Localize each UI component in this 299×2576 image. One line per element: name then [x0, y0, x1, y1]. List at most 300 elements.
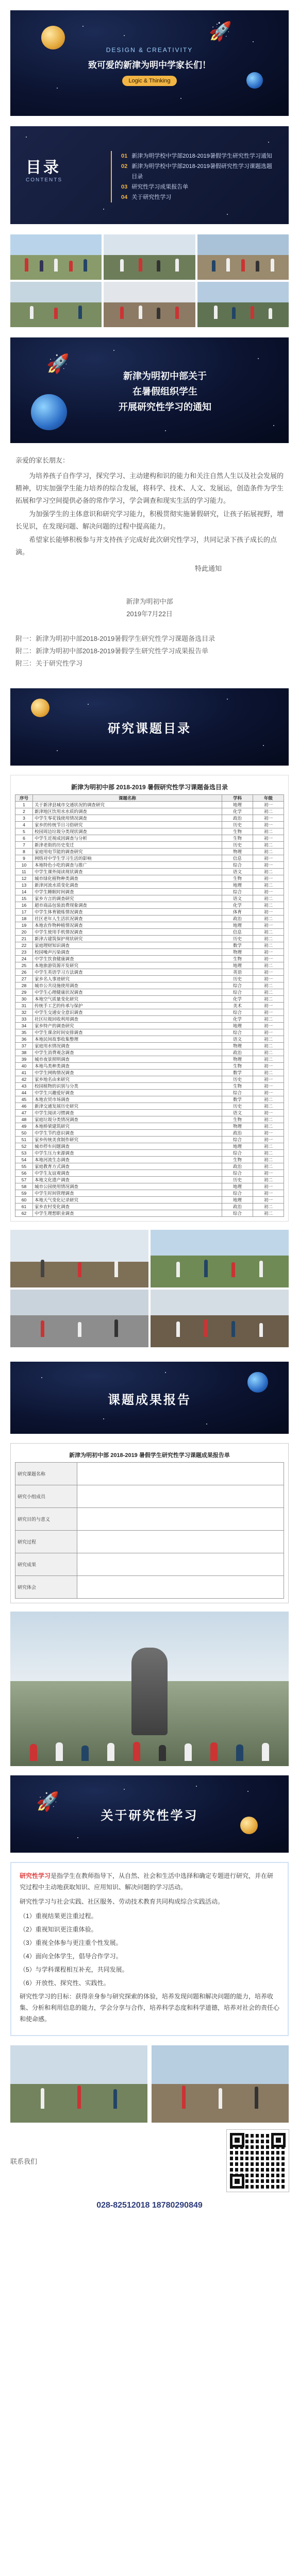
- planet-icon: [31, 394, 67, 430]
- table-cell: 家乡的传统节日习俗研究: [33, 822, 222, 828]
- moon-icon: [31, 699, 49, 717]
- table-row: [15, 902, 284, 909]
- table-cell: 初二: [253, 882, 284, 889]
- table-cell: 初一: [253, 1110, 284, 1116]
- table-cell: 中学生英语学习方法调查: [33, 969, 222, 976]
- table-cell: 中学生课外阅读现状调查: [33, 869, 222, 875]
- table-cell: 本地河流生态调查: [33, 1157, 222, 1163]
- table-cell: 初二: [253, 1096, 284, 1103]
- table-cell: 物理: [222, 1123, 253, 1130]
- table-cell: 初一: [253, 1197, 284, 1204]
- table-cell: 中学生交通安全意识调查: [33, 1009, 222, 1016]
- table-cell: 初二: [253, 1210, 284, 1217]
- table-cell: 中学生饮食健康调查: [33, 956, 222, 962]
- contact-block: [10, 2130, 289, 2192]
- toc-item[interactable]: 04 关于研究性学习: [121, 194, 172, 200]
- notice-title: 新津为明初中部关于 在暑假组织学生 开展研究性学习的通知: [119, 371, 211, 412]
- table-cell: 24: [15, 956, 33, 962]
- table-cell: 化学: [222, 996, 253, 1003]
- table-cell: 新津地区饮用水水质的调查: [33, 808, 222, 815]
- table-cell: 26: [15, 969, 33, 976]
- table-cell: 数学: [222, 942, 253, 949]
- report-field-label: 研究过程: [15, 1531, 77, 1553]
- table-cell: 12: [15, 875, 33, 882]
- table-cell: 中学生友谊观调查: [33, 1170, 222, 1177]
- table-cell: 初一: [253, 922, 284, 929]
- table-cell: 综合: [222, 982, 253, 989]
- table-cell: 36: [15, 1036, 33, 1043]
- table-row: [15, 1177, 284, 1183]
- table-cell: 中学生课余时间安排调查: [33, 1029, 222, 1036]
- table-row: [15, 1083, 284, 1090]
- school-name: 新津为明初中部: [126, 598, 173, 605]
- table-cell: 化学: [222, 902, 253, 909]
- table-cell: 5: [15, 828, 33, 835]
- table-cell: 政治: [222, 1130, 253, 1137]
- table-cell: 57: [15, 1177, 33, 1183]
- table-cell: 47: [15, 1110, 33, 1116]
- letter-paragraph: 希望家长能够积极参与并支持孩子完成好此次研究性学习，共同记录下孩子成长的点滴。: [15, 536, 277, 556]
- table-cell: 17: [15, 909, 33, 916]
- table-cell: 城市夜景照明调查: [33, 1056, 222, 1063]
- report-field-value[interactable]: [77, 1576, 284, 1599]
- report-form-table: [15, 1462, 284, 1599]
- hero-en-label: DESIGN & CREATIVITY: [106, 46, 193, 54]
- table-row: [15, 929, 284, 936]
- hero-title-block: [10, 46, 289, 86]
- table-cell: 48: [15, 1116, 33, 1123]
- table-cell: 38: [15, 1049, 33, 1056]
- table-cell: 中学生兴趣爱好调查: [33, 1090, 222, 1096]
- table-cell: 综合: [222, 1009, 253, 1016]
- about-research-learning: [10, 1862, 289, 2036]
- table-cell: 中学生压力来源调查: [33, 1150, 222, 1157]
- table-cell: 新津交通发展历史研究: [33, 1103, 222, 1110]
- qr-code-icon[interactable]: [227, 2130, 289, 2192]
- crowd-shape: [10, 1730, 289, 1761]
- table-cell: 本地空气质量变化研究: [33, 996, 222, 1003]
- table-row: [15, 889, 284, 895]
- table-row: [15, 1063, 284, 1070]
- table-cell: 家庭理财知识调查: [33, 942, 222, 949]
- table-cell: 43: [15, 1083, 33, 1090]
- table-row: [15, 1123, 284, 1130]
- topics-banner: [10, 688, 289, 766]
- table-cell: 物理: [222, 849, 253, 855]
- table-cell: 生物: [222, 1083, 253, 1090]
- about-point: （4）面向全体学生，倡导合作学习。: [20, 1953, 122, 1960]
- table-row: [15, 1043, 284, 1049]
- table-cell: 初一: [253, 909, 284, 916]
- table-cell: 中学生阅读习惯调查: [33, 1110, 222, 1116]
- table-cell: 54: [15, 1157, 33, 1163]
- table-cell: 初一: [253, 976, 284, 982]
- rocket-icon: 🚀: [36, 1791, 59, 1812]
- table-cell: 中学生消费观念调查: [33, 1049, 222, 1056]
- table-row: [15, 1090, 284, 1096]
- notice-date: 2019年7月22日: [126, 610, 173, 618]
- table-cell: 39: [15, 1056, 33, 1063]
- letter-paragraph: 为加强学生的主体意识和研究学习能力，积极贯彻实施暑假研究，让孩子拓展视野，增长见识，在发现问题、解决问题的过程中提高能力。: [15, 510, 284, 530]
- table-cell: 本地农贸市场调查: [33, 1096, 222, 1103]
- table-cell: 29: [15, 989, 33, 996]
- attachment-item: 附二：新津为明初中部2018-2019暑假学生研究性学习成果报告单: [15, 647, 209, 655]
- activity-photo: [104, 234, 195, 280]
- notice-banner: [10, 337, 289, 443]
- table-cell: 体育: [222, 909, 253, 916]
- table-row: [15, 956, 284, 962]
- table-cell: 地理: [222, 922, 253, 929]
- table-cell: 3: [15, 815, 33, 822]
- report-field-value[interactable]: [77, 1485, 284, 1508]
- about-point: （2）重视知识更注重体验。: [20, 1926, 97, 1933]
- table-cell: 英语: [222, 969, 253, 976]
- table-row: [15, 842, 284, 849]
- table-cell: 初一: [253, 969, 284, 976]
- topics-table: [15, 794, 284, 1217]
- table-cell: 初一: [253, 1183, 284, 1190]
- table-cell: 信息: [222, 855, 253, 862]
- table-cell: 地理: [222, 882, 253, 889]
- report-field-value[interactable]: [77, 1463, 284, 1485]
- contact-phone[interactable]: 028-82512018 18780290849: [96, 2201, 203, 2210]
- table-row: [15, 1170, 284, 1177]
- col-header: 学科: [222, 795, 253, 802]
- report-field-label: 研究目的与意义: [15, 1508, 77, 1531]
- table-cell: 初二: [253, 916, 284, 922]
- table-cell: 初二: [253, 962, 284, 969]
- table-cell: 34: [15, 1023, 33, 1029]
- table-row: [15, 962, 284, 969]
- table-row: [15, 1190, 284, 1197]
- table-row: [15, 849, 284, 855]
- attachments-list: [15, 633, 284, 670]
- table-cell: 语文: [222, 869, 253, 875]
- table-cell: 超市商品包装浪费现象调查: [33, 902, 222, 909]
- table-cell: 校园噪声污染调查: [33, 949, 222, 956]
- table-row: [15, 1070, 284, 1076]
- table-cell: 本地农作物种植情况调查: [33, 922, 222, 929]
- table-cell: 初二: [253, 1036, 284, 1043]
- table-row: [15, 936, 284, 942]
- table-cell: 初二: [253, 1150, 284, 1157]
- table-row: [15, 855, 284, 862]
- topics-banner-title: 研究课题目录: [108, 722, 191, 736]
- table-cell: 初二: [253, 828, 284, 835]
- table-cell: 55: [15, 1163, 33, 1170]
- report-field-value[interactable]: [77, 1553, 284, 1576]
- table-cell: 家乡传统美食制作研究: [33, 1137, 222, 1143]
- table-row: [15, 1210, 284, 1217]
- table-cell: 家庭教育方式调查: [33, 1163, 222, 1170]
- results-banner: [10, 1362, 289, 1434]
- table-cell: 56: [15, 1170, 33, 1177]
- table-cell: 物理: [222, 1056, 253, 1063]
- table-cell: 历史: [222, 822, 253, 828]
- table-cell: 8: [15, 849, 33, 855]
- report-field-value[interactable]: [77, 1531, 284, 1553]
- table-cell: 城市绿化植物种类调查: [33, 875, 222, 882]
- rocket-icon: 🚀: [46, 353, 70, 374]
- table-cell: 生物: [222, 1157, 253, 1163]
- col-header: 年级: [253, 795, 284, 802]
- table-cell: 初二: [253, 842, 284, 849]
- table-row: [15, 949, 284, 956]
- table-row: [15, 976, 284, 982]
- table-cell: 网络对中学生学习生活的影响: [33, 855, 222, 862]
- field-photo: [10, 1230, 148, 1287]
- table-cell: 4: [15, 822, 33, 828]
- table-cell: 新津古建筑保护现状研究: [33, 936, 222, 942]
- table-cell: 初二: [253, 1049, 284, 1056]
- table-cell: 33: [15, 1016, 33, 1023]
- table-cell: 数学: [222, 1096, 253, 1103]
- hero-banner: [10, 10, 289, 116]
- table-row: [15, 989, 284, 996]
- table-cell: 初一: [253, 802, 284, 808]
- table-cell: 生物: [222, 1116, 253, 1123]
- col-header: 课题名称: [33, 795, 222, 802]
- table-cell: 历史: [222, 1103, 253, 1110]
- table-cell: 综合: [222, 1210, 253, 1217]
- table-cell: 初一: [253, 1083, 284, 1090]
- letter-paragraph: 为培养孩子自作学习，探究学习、主动建构和识的能力和关注自然人生以及社会发展的精神，切实加强学生能力培养的综合发展，将科学、技术、人文、发展运，创造条件为学生拓展和学习空间提供必备的常作学习，学会调查和现实生活的学习能力。: [15, 472, 284, 504]
- report-field-label: 研究课题名称: [15, 1463, 77, 1485]
- campus-photo: [10, 2045, 147, 2123]
- table-cell: 地理: [222, 1023, 253, 1029]
- table-row: [15, 1049, 284, 1056]
- col-header: 序号: [15, 795, 33, 802]
- table-cell: 初一: [253, 956, 284, 962]
- table-cell: 59: [15, 1190, 33, 1197]
- about-banner: [10, 1775, 289, 1853]
- activity-photo: [197, 282, 289, 327]
- table-cell: 初一: [253, 875, 284, 882]
- results-banner-title: 课题成果报告: [108, 1393, 191, 1407]
- table-cell: 初二: [253, 1103, 284, 1110]
- table-cell: 60: [15, 1197, 33, 1204]
- table-cell: 51: [15, 1137, 33, 1143]
- table-cell: 初二: [253, 1070, 284, 1076]
- table-cell: 初一: [253, 822, 284, 828]
- table-cell: 16: [15, 902, 33, 909]
- table-cell: 28: [15, 982, 33, 989]
- table-cell: 初一: [253, 1009, 284, 1016]
- table-cell: 语文: [222, 1036, 253, 1043]
- table-cell: 44: [15, 1090, 33, 1096]
- table-cell: 家庭用电节能的调查研究: [33, 849, 222, 855]
- table-row: [15, 808, 284, 815]
- table-cell: 历史: [222, 936, 253, 942]
- toc-item[interactable]: 03 研究性学习成果报告单: [121, 184, 189, 190]
- table-cell: 初一: [253, 1090, 284, 1096]
- table-cell: 初二: [253, 895, 284, 902]
- table-cell: 初一: [253, 1023, 284, 1029]
- report-field-value[interactable]: [77, 1508, 284, 1531]
- table-cell: 41: [15, 1070, 33, 1076]
- table-cell: 本地鸟类种类调查: [33, 1063, 222, 1070]
- table-cell: 城市公园使用情况调查: [33, 1183, 222, 1190]
- table-row: [15, 875, 284, 882]
- activity-photo: [10, 234, 102, 280]
- table-cell: 初二: [253, 1016, 284, 1023]
- field-photo: [10, 1290, 148, 1347]
- topics-table-title: 新津为明初中部 2018-2019 暑假研究性学习课题备选目录: [71, 784, 228, 791]
- table-cell: 40: [15, 1063, 33, 1070]
- table-cell: 初二: [253, 1043, 284, 1049]
- table-cell: 初二: [253, 942, 284, 949]
- table-cell: 初二: [253, 869, 284, 875]
- table-cell: 初一: [253, 1029, 284, 1036]
- table-row: [15, 1137, 284, 1143]
- toc-banner: [10, 126, 289, 224]
- table-cell: 32: [15, 1009, 33, 1016]
- report-field-label: 研究体会: [15, 1576, 77, 1599]
- table-row: [15, 1003, 284, 1009]
- table-cell: 政治: [222, 1204, 253, 1210]
- table-cell: 初一: [253, 1063, 284, 1070]
- table-cell: 关于新津县城市交通状况的调查研究: [33, 802, 222, 808]
- letter-greeting: 亲爱的家长朋友：: [15, 456, 70, 464]
- table-cell: 物理: [222, 949, 253, 956]
- table-cell: 初一: [253, 889, 284, 895]
- table-cell: 社区垃圾回收利用调查: [33, 1016, 222, 1023]
- table-cell: 初二: [253, 1204, 284, 1210]
- table-cell: 化学: [222, 1016, 253, 1023]
- table-cell: 家乡方言的调查研究: [33, 895, 222, 902]
- table-row: [15, 1096, 284, 1103]
- table-cell: 本地特色小吃的调查与推广: [33, 862, 222, 869]
- table-row: [15, 1016, 284, 1023]
- table-cell: 生物: [222, 828, 253, 835]
- table-cell: 初一: [253, 855, 284, 862]
- table-cell: 历史: [222, 1076, 253, 1083]
- table-cell: 45: [15, 1096, 33, 1103]
- table-row: [15, 869, 284, 875]
- table-cell: 初二: [253, 902, 284, 909]
- about-point: （3）重视全体参与更注重个性发展。: [20, 1939, 122, 1946]
- table-cell: 综合: [222, 1150, 253, 1157]
- table-cell: 31: [15, 1003, 33, 1009]
- table-cell: 9: [15, 855, 33, 862]
- table-cell: 中学生体育锻炼情况调查: [33, 909, 222, 916]
- table-cell: 15: [15, 895, 33, 902]
- report-field-label: 研究小组成员: [15, 1485, 77, 1508]
- table-cell: 25: [15, 962, 33, 969]
- table-cell: 综合: [222, 1029, 253, 1036]
- table-cell: 42: [15, 1076, 33, 1083]
- topics-document: [10, 775, 289, 1222]
- table-cell: 语文: [222, 895, 253, 902]
- table-cell: 综合: [222, 889, 253, 895]
- table-cell: 本地桥梁建筑研究: [33, 1123, 222, 1130]
- table-cell: 地理: [222, 1183, 253, 1190]
- table-cell: 初一: [253, 1170, 284, 1177]
- table-row: [15, 802, 284, 808]
- table-row: [15, 969, 284, 976]
- about-paragraph: 研究性学习与社会实践、社区服务、劳动技术教育共同构成综合实践活动。: [20, 1898, 224, 1905]
- table-row: [15, 1116, 284, 1123]
- table-cell: 城市停车问题调查: [33, 1143, 222, 1150]
- table-cell: 37: [15, 1043, 33, 1049]
- table-row: [15, 1023, 284, 1029]
- table-row: [15, 1204, 284, 1210]
- table-cell: 中学生近视成因调查与分析: [33, 835, 222, 842]
- statue-shape: [131, 1648, 168, 1735]
- table-cell: 本地天气变化记录研究: [33, 1197, 222, 1204]
- hero-subtitle-pill: Logic & Thinking: [122, 76, 176, 86]
- toc-item[interactable]: 02 新津为明学校中学部2018-2019暑假研究性学习课题选题目录: [121, 163, 272, 180]
- date-block: [0, 596, 299, 620]
- table-row: [15, 1009, 284, 1016]
- table-cell: 52: [15, 1143, 33, 1150]
- table-row: [15, 1103, 284, 1110]
- table-cell: 35: [15, 1029, 33, 1036]
- table-row: [15, 1036, 284, 1043]
- report-field-label: 研究成果: [15, 1553, 77, 1576]
- table-cell: 政治: [222, 916, 253, 922]
- table-cell: 23: [15, 949, 33, 956]
- table-cell: 初二: [253, 982, 284, 989]
- table-cell: 家庭用水情况调查: [33, 1043, 222, 1049]
- table-cell: 地理: [222, 1143, 253, 1150]
- toc-item[interactable]: 01 新津为明学校中学部2018-2019暑假学生研究性学习通知: [121, 153, 272, 159]
- table-cell: 中学生网购情况调查: [33, 1070, 222, 1076]
- about-point: （1）重视结果更注重过程。: [20, 1912, 97, 1920]
- table-cell: 初二: [253, 936, 284, 942]
- table-row: [15, 1056, 284, 1063]
- table-cell: 历史: [222, 976, 253, 982]
- table-cell: 2: [15, 808, 33, 815]
- table-cell: 61: [15, 1204, 33, 1210]
- table-cell: 初二: [253, 996, 284, 1003]
- table-row: [15, 882, 284, 889]
- table-row: [15, 942, 284, 949]
- result-report-form: [10, 1443, 289, 1603]
- table-cell: 46: [15, 1103, 33, 1110]
- table-row: [15, 982, 284, 989]
- table-cell: 家乡特产的调查研究: [33, 1023, 222, 1029]
- toc-list: [121, 151, 276, 202]
- table-row: [15, 815, 284, 822]
- table-cell: 城市公共设施使用调查: [33, 982, 222, 989]
- table-cell: 综合: [222, 862, 253, 869]
- table-cell: 初一: [253, 1076, 284, 1083]
- table-row: [15, 822, 284, 828]
- table-row: [15, 1076, 284, 1083]
- hero-title: 致可爱的新津为明中学家长们！: [88, 60, 211, 70]
- about-point: （6）开放性、探究性、实践性。: [20, 1979, 110, 1987]
- table-cell: 政治: [222, 1049, 253, 1056]
- table-cell: 21: [15, 936, 33, 942]
- table-row: [15, 1110, 284, 1116]
- table-cell: 初二: [253, 849, 284, 855]
- table-row: [15, 1150, 284, 1157]
- attachment-item: 附三：关于研究性学习: [15, 659, 83, 667]
- table-row: [15, 1197, 284, 1204]
- table-cell: 初一: [253, 949, 284, 956]
- table-cell: 本地文化遗产调查: [33, 1177, 222, 1183]
- table-cell: 中学生睡眠时间调查: [33, 889, 222, 895]
- parent-letter: [15, 454, 284, 575]
- table-cell: 社区老年人生活状况调查: [33, 916, 222, 922]
- table-cell: 本地旅游资源开发研究: [33, 962, 222, 969]
- report-form-title: 新津为明初中部 2018-2019 暑假学生研究性学习课题成果报告单: [69, 1452, 230, 1459]
- table-cell: 化学: [222, 808, 253, 815]
- table-cell: 生物: [222, 875, 253, 882]
- table-cell: 初二: [253, 808, 284, 815]
- table-cell: 综合: [222, 989, 253, 996]
